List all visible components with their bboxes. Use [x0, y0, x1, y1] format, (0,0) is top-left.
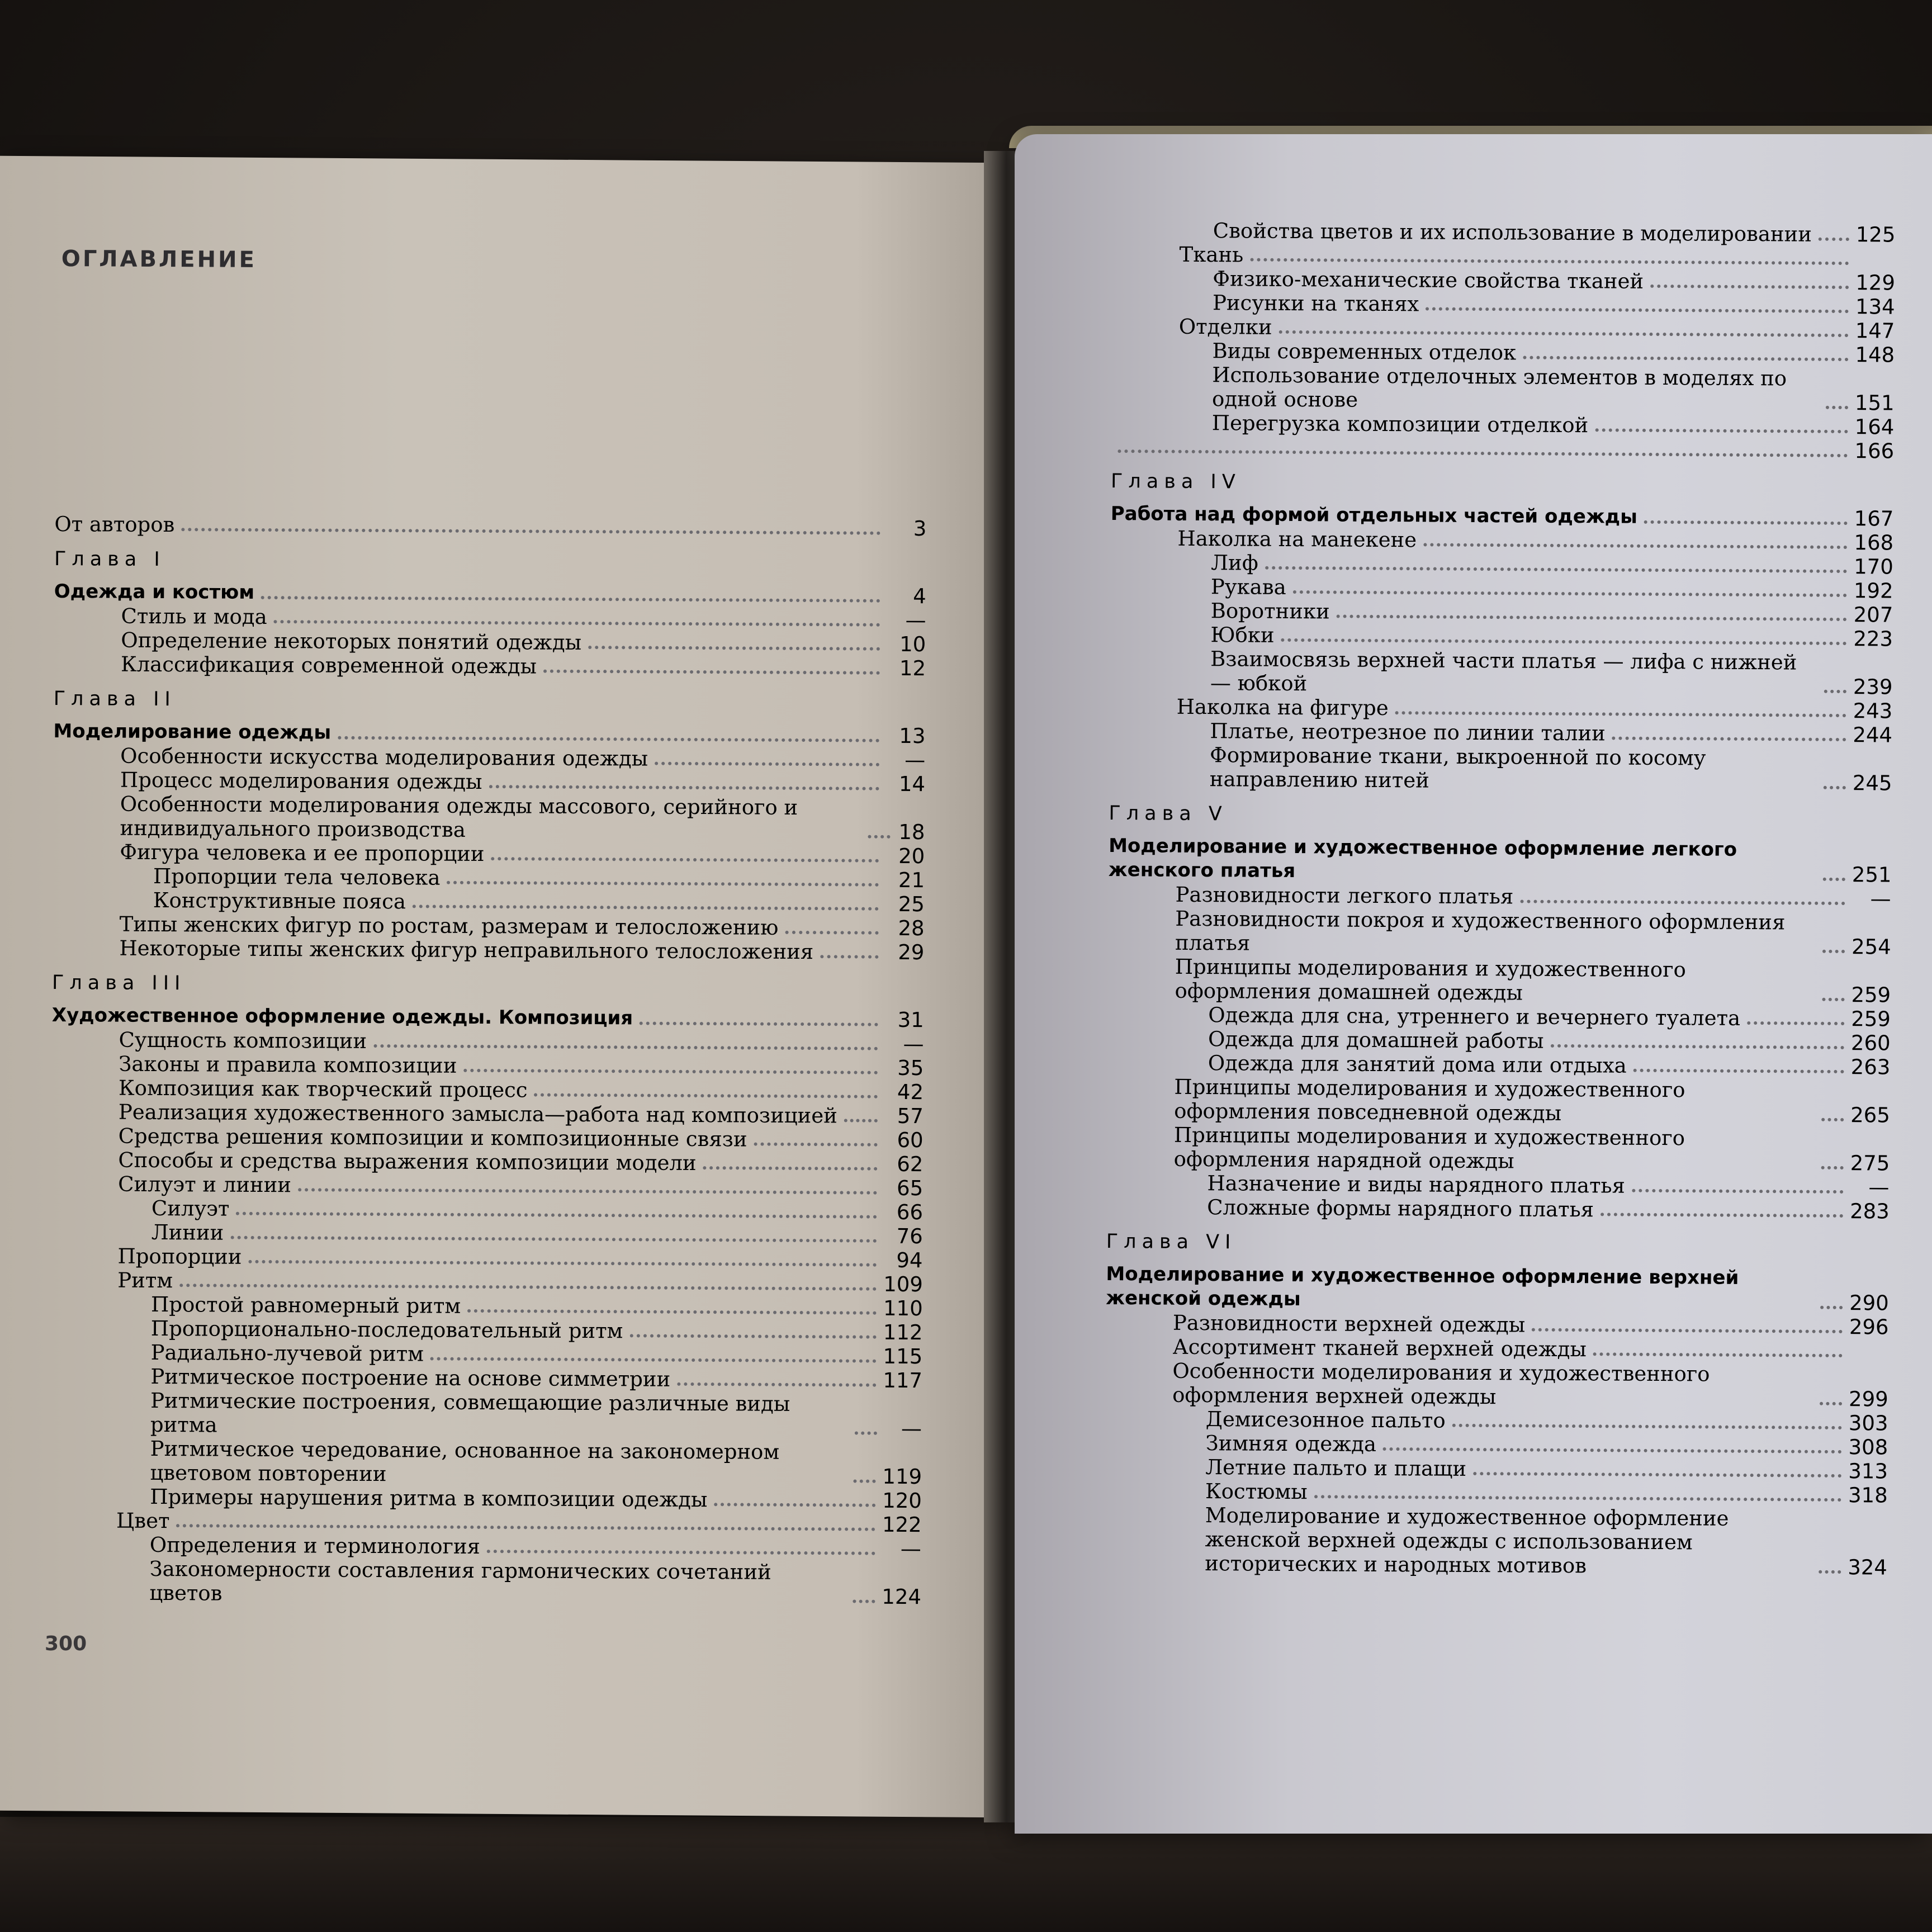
entry-page: 299: [1848, 1387, 1888, 1412]
entry-title: Виды современных отделок: [1212, 339, 1517, 365]
chapter-label: Глава III: [51, 971, 186, 995]
dot-leader: [854, 1432, 877, 1435]
dot-leader: [1824, 786, 1846, 789]
entry-page: 117: [883, 1368, 923, 1393]
dot-leader: [1595, 428, 1848, 433]
entry-title: Принципы моделирования и художественного оформления домашней одежды: [1175, 954, 1686, 1005]
toc-entry: [1110, 646, 1892, 699]
entry-title: Особенности моделирования и художественного оформления верхней одежды: [1172, 1358, 1710, 1409]
entry-page: 110: [883, 1296, 923, 1321]
entry-title: Формирование ткани, выкроенной по косому направлению нитей: [1209, 743, 1706, 793]
entry-page: —: [901, 1416, 922, 1441]
entry-page: 29: [898, 940, 925, 965]
entry-page: 62: [897, 1152, 924, 1177]
entry-title: Стиль и мода: [121, 604, 267, 629]
dot-leader: [1293, 590, 1847, 597]
entry-title: Фигура человека и ее пропорции: [120, 840, 485, 866]
entry-title: Цвет: [116, 1508, 170, 1533]
entry-title: Классификация современной одежды: [120, 652, 537, 679]
dot-leader: [1426, 307, 1849, 313]
entry-title: Моделирование одежды: [53, 719, 332, 744]
dot-leader: [463, 1069, 878, 1074]
entry-page: 245: [1852, 771, 1892, 795]
toc-entry: [1106, 1195, 1889, 1224]
entry-page: 28: [898, 916, 925, 941]
toc-entry: [53, 792, 925, 844]
dot-leader: [491, 857, 879, 863]
dot-leader: [1632, 1189, 1843, 1194]
entry-page: 3: [913, 517, 927, 541]
entry-page: 109: [883, 1272, 924, 1297]
entry-title: Типы женских фигур по ростам, размерам и телосложению: [119, 912, 779, 940]
dot-leader: [754, 1143, 878, 1147]
entry-page: 94: [896, 1248, 923, 1273]
entry-page: 124: [882, 1584, 922, 1609]
entry-page: 129: [1855, 271, 1896, 295]
toc-entry: [1111, 434, 1893, 463]
toc-entry: [52, 936, 924, 964]
left-toc: [49, 246, 928, 1609]
entry-title: Радиально-лучевой ритм: [150, 1340, 424, 1366]
entry-page: 303: [1848, 1411, 1888, 1436]
entry-page: 259: [1851, 1007, 1891, 1031]
dot-leader: [853, 1599, 875, 1603]
entry-page: —: [1870, 887, 1891, 911]
entry-page: 35: [897, 1055, 924, 1081]
entry-page: 166: [1854, 439, 1895, 463]
chapter-label: Глава VI: [1106, 1230, 1237, 1254]
entry-page: 76: [896, 1224, 923, 1249]
entry-title: Одежда для занятий дома или отдыха: [1208, 1051, 1627, 1078]
entry-title: Примеры нарушения ритма в композиции одежды: [150, 1484, 708, 1512]
toc-entry: [1108, 906, 1891, 959]
entry-title: Одежда для сна, утреннего и вечернего туалета: [1208, 1003, 1741, 1030]
dot-leader: [868, 835, 890, 839]
entry-page: 324: [1848, 1555, 1888, 1580]
entry-title: Ритм: [117, 1268, 173, 1293]
dot-leader: [489, 785, 879, 790]
entry-page: 265: [1850, 1103, 1890, 1128]
entry-page: 192: [1853, 579, 1893, 603]
toc-entry: [54, 652, 926, 680]
entry-title: Силуэт: [151, 1196, 230, 1221]
dot-leader: [181, 528, 880, 535]
dot-leader: [230, 1236, 877, 1243]
entry-title: Линии: [151, 1220, 224, 1245]
entry-title: Композиция как творческий процесс: [119, 1076, 528, 1102]
entry-page: 207: [1853, 603, 1893, 627]
entry-page: 259: [1851, 983, 1891, 1007]
dot-leader: [534, 1093, 878, 1098]
dot-leader: [820, 955, 878, 959]
toc-entry: [1107, 1123, 1890, 1176]
dot-leader: [467, 1309, 877, 1315]
dot-leader: [1314, 1495, 1841, 1502]
chapter-label: Глава V: [1109, 802, 1228, 826]
entry-page: 168: [1854, 531, 1894, 555]
entry-page: 66: [896, 1200, 924, 1225]
entry-title: Наколка на фигуре: [1176, 694, 1389, 721]
entry-page: 308: [1848, 1435, 1888, 1460]
entry-page: 244: [1853, 723, 1893, 747]
dot-leader: [1423, 543, 1847, 549]
entry-title: Конструктивные пояса: [153, 888, 406, 914]
dot-leader: [629, 1334, 876, 1338]
toc-entry: [1104, 1503, 1887, 1580]
dot-leader: [703, 1166, 878, 1171]
dot-leader: [298, 1188, 877, 1194]
entry-page: —: [903, 1031, 924, 1057]
toc-entry: [54, 512, 926, 541]
dot-leader: [179, 1284, 877, 1291]
entry-page: 25: [898, 892, 925, 917]
entry-page: 119: [882, 1464, 922, 1489]
toc-entry: [50, 1244, 922, 1272]
entry-page: 115: [883, 1344, 923, 1369]
entry-title: Рукава: [1210, 575, 1286, 599]
entry-page: 275: [1850, 1151, 1890, 1176]
entry-title: Физико-механические свойства тканей: [1213, 267, 1644, 293]
entry-title: Наколка на манекене: [1177, 526, 1417, 552]
toc-entry: [49, 1556, 921, 1609]
entry-page: 251: [1852, 863, 1892, 887]
entry-title: Пропорции тела человека: [153, 864, 441, 890]
entry-title: Реализация художественного замысла—работа над композицией: [118, 1100, 837, 1128]
dot-leader: [1821, 1118, 1844, 1121]
dot-leader: [1820, 1306, 1843, 1309]
dot-leader: [655, 762, 879, 766]
dot-leader: [853, 1479, 875, 1483]
entry-page: —: [1868, 1175, 1890, 1200]
entry-title: Художественное оформление одежды. Композиция: [51, 1003, 633, 1030]
entry-title: Ритмическое чередование, основанное на закономерном цветовом повторении: [150, 1436, 780, 1486]
entry-title: Разновидности легкого платья: [1175, 882, 1514, 909]
dot-leader: [1644, 520, 1848, 525]
chapter-label: Глава I: [54, 547, 165, 571]
page-number: 300: [45, 1632, 87, 1655]
dot-leader: [1650, 285, 1849, 289]
entry-title: Процесс моделирования одежды: [120, 768, 482, 794]
entry-page: 60: [897, 1128, 924, 1153]
toc-entry: [1111, 410, 1894, 439]
entry-page: 147: [1855, 319, 1895, 343]
entry-page: 313: [1848, 1459, 1888, 1484]
dot-leader: [261, 596, 880, 603]
entry-title: Юбки: [1210, 623, 1275, 647]
entry-title: Законы и правила композиции: [119, 1052, 457, 1078]
entry-page: 4: [913, 584, 926, 609]
entry-title: Использование отделочных элементов в моделях по одной основе: [1211, 363, 1787, 412]
dot-leader: [714, 1503, 875, 1507]
dot-leader: [1821, 1166, 1844, 1169]
entry-title: Сущность композиции: [119, 1027, 367, 1053]
entry-title: От авторов: [54, 512, 175, 537]
dot-leader: [588, 646, 880, 651]
dot-leader: [1600, 1213, 1843, 1218]
entry-page: 164: [1854, 415, 1895, 439]
entry-page: 12: [899, 656, 926, 681]
dot-leader: [1250, 258, 1849, 266]
entry-title: Назначение и виды нарядного платья: [1207, 1171, 1626, 1198]
dot-leader: [1265, 566, 1848, 573]
entry-page: 65: [896, 1176, 924, 1201]
entry-title: Рисунки на тканях: [1212, 291, 1419, 316]
dot-leader: [844, 1119, 878, 1122]
entry-page: 125: [1855, 222, 1896, 247]
dot-leader: [1633, 1069, 1844, 1073]
dot-leader: [373, 1044, 878, 1050]
entry-page: —: [905, 608, 926, 633]
entry-page: 296: [1849, 1315, 1889, 1339]
toc-entry: [1107, 1074, 1890, 1128]
entry-title: Определения и терминология: [149, 1532, 481, 1559]
dot-leader: [1823, 878, 1845, 881]
entry-title: Способы и средства выражения композиции модели: [118, 1148, 697, 1176]
entry-title: Закономерности составления гармонических сочетаний цветов: [149, 1556, 771, 1606]
dot-leader: [1820, 1402, 1842, 1405]
dot-leader: [236, 1212, 877, 1219]
entry-title: Отделки: [1178, 314, 1272, 339]
dot-leader: [1395, 711, 1846, 717]
entry-page: 120: [882, 1488, 922, 1513]
entry-title: Демисезонное пальто: [1205, 1407, 1446, 1433]
entry-title: Моделирование и художественное оформление женской верхней одежды с использованием исторических и народных мотивов: [1205, 1503, 1729, 1578]
right-toc: [1104, 218, 1895, 1580]
toc-entry: [1111, 362, 1894, 415]
chapter-label: Глава IV: [1111, 470, 1241, 494]
toc-entry: [49, 1484, 921, 1513]
toc-entry: [50, 1388, 922, 1441]
dot-leader: [176, 1524, 875, 1531]
dot-leader: [487, 1550, 875, 1555]
left-toc-list: [49, 512, 926, 1609]
entry-title: Сложные формы нарядного платья: [1207, 1195, 1594, 1222]
entry-page: 134: [1855, 295, 1895, 319]
entry-page: 283: [1850, 1199, 1890, 1224]
entry-title: Летние пальто и плащи: [1205, 1455, 1467, 1481]
entry-page: 167: [1854, 506, 1894, 531]
dot-leader: [1117, 449, 1848, 457]
toc-entry: [1107, 954, 1890, 1007]
entry-title: Некоторые типы женских фигур неправильного телосложения: [119, 936, 814, 964]
dot-leader: [1532, 1328, 1843, 1333]
entry-title: Платье, неотрезное по линии талии: [1210, 719, 1606, 746]
entry-page: 13: [899, 723, 926, 749]
entry-page: 57: [897, 1104, 924, 1129]
table-surface: [0, 1817, 1932, 1932]
dot-leader: [1819, 238, 1849, 241]
entry-page: 170: [1854, 555, 1893, 579]
dot-leader: [338, 736, 879, 742]
entry-title: Ассортимент тканей верхней одежды: [1172, 1334, 1587, 1362]
dot-leader: [640, 1021, 878, 1026]
entry-page: 290: [1849, 1291, 1889, 1315]
toc-entry: [49, 1436, 921, 1489]
entry-title: Пропорционально-последовательный ритм: [150, 1316, 623, 1343]
entry-title: Моделирование и художественное оформление легкого женского платья: [1108, 834, 1737, 883]
dot-leader: [274, 620, 880, 627]
entry-title: Пропорции: [117, 1244, 242, 1269]
entry-title: Особенности искусства моделирования одежды: [120, 744, 648, 771]
dot-leader: [1612, 736, 1846, 741]
entry-title: Принципы моделирования и художественного оформления повседневной одежды: [1174, 1074, 1685, 1125]
entry-page: —: [905, 747, 926, 773]
dot-leader: [1383, 1447, 1842, 1453]
dot-leader: [430, 1357, 877, 1363]
toc-entry: [1105, 1358, 1888, 1412]
entry-title: Одежда и костюм: [54, 580, 255, 604]
right-toc-list: [1104, 218, 1895, 1580]
entry-page: 151: [1854, 391, 1895, 415]
entry-page: 21: [898, 868, 925, 893]
entry-title: Особенности моделирования одежды массового, серийного и индивидуального производства: [120, 792, 798, 842]
entry-page: 18: [898, 820, 925, 845]
entry-title: Разновидности покроя и художественного оформления платья: [1175, 906, 1786, 955]
entry-page: 148: [1855, 343, 1895, 367]
entry-title: Средства решения композиции и композиционные связи: [118, 1124, 747, 1152]
entry-page: 10: [899, 632, 926, 657]
dot-leader: [1473, 1472, 1841, 1478]
entry-page: 223: [1853, 627, 1893, 651]
entry-page: 42: [897, 1079, 924, 1105]
entry-title: Костюмы: [1205, 1479, 1308, 1504]
dot-leader: [248, 1260, 877, 1267]
dot-leader: [677, 1382, 876, 1387]
dot-leader: [1819, 1570, 1841, 1574]
entry-title: Свойства цветов и их использование в моделировании: [1213, 219, 1812, 247]
dot-leader: [1281, 638, 1847, 645]
entry-title: Зимняя одежда: [1205, 1431, 1377, 1456]
dot-leader: [1337, 614, 1847, 621]
entry-title: Принципы моделирования и художественного оформления нарядной одежды: [1173, 1123, 1685, 1173]
dot-leader: [1279, 330, 1849, 337]
toc-entry: [1109, 742, 1892, 795]
dot-leader: [1826, 406, 1848, 409]
dot-leader: [1824, 690, 1846, 693]
dot-leader: [1822, 998, 1844, 1001]
entry-page: —: [900, 1536, 921, 1561]
dot-leader: [1523, 356, 1848, 361]
entry-page: 254: [1851, 935, 1891, 959]
entry-page: 20: [898, 844, 925, 869]
chapter-label: Глава II: [53, 687, 176, 711]
entry-title: Моделирование и художественное оформление верхней женской одежды: [1106, 1262, 1739, 1311]
entry-page: 239: [1853, 675, 1893, 699]
entry-page: 112: [883, 1320, 923, 1345]
entry-title: Силуэт и линии: [118, 1172, 292, 1197]
dot-leader: [1520, 899, 1845, 905]
entry-title: Разновидности верхней одежды: [1172, 1310, 1526, 1337]
dot-leader: [447, 881, 879, 887]
entry-title: Ритмические построения, совмещающие различные виды ритма: [150, 1388, 790, 1437]
entry-page: 260: [1850, 1031, 1891, 1055]
entry-title: Определение некоторых понятий одежды: [121, 628, 582, 655]
chapter-heading: [1106, 1262, 1888, 1315]
entry-title: Работа над формой отдельных частей одежды: [1110, 502, 1638, 528]
entry-title: Перегрузка композиции отделкой: [1211, 411, 1589, 438]
entry-page: 263: [1850, 1055, 1891, 1079]
entry-page: 318: [1848, 1483, 1888, 1508]
entry-page: 243: [1853, 699, 1893, 723]
dot-leader: [1747, 1021, 1844, 1025]
entry-title: Лиф: [1211, 551, 1258, 575]
entry-title: Взаимосвязь верхней части платья — лифа с нижней — юбкой: [1210, 647, 1797, 696]
entry-title: Ритмическое построение на основе симметрии: [150, 1364, 671, 1391]
dot-leader: [413, 905, 879, 910]
dot-leader: [1452, 1424, 1842, 1429]
dot-leader: [543, 670, 880, 675]
entry-title: Одежда для домашней работы: [1208, 1027, 1544, 1053]
entry-page: 31: [897, 1007, 924, 1033]
chapter-heading: [1109, 834, 1891, 887]
entry-page: 122: [882, 1512, 922, 1537]
dot-leader: [1822, 950, 1845, 953]
dot-leader: [1550, 1044, 1844, 1049]
entry-page: 14: [898, 771, 926, 797]
dot-leader: [785, 931, 878, 935]
entry-title: Воротники: [1210, 599, 1330, 624]
dot-leader: [1593, 1352, 1843, 1357]
entry-title: Ткань: [1179, 242, 1244, 267]
toc-title: ОГЛАВЛЕНИЕ: [61, 246, 257, 273]
entry-title: Простой равномерный ритм: [150, 1292, 461, 1318]
